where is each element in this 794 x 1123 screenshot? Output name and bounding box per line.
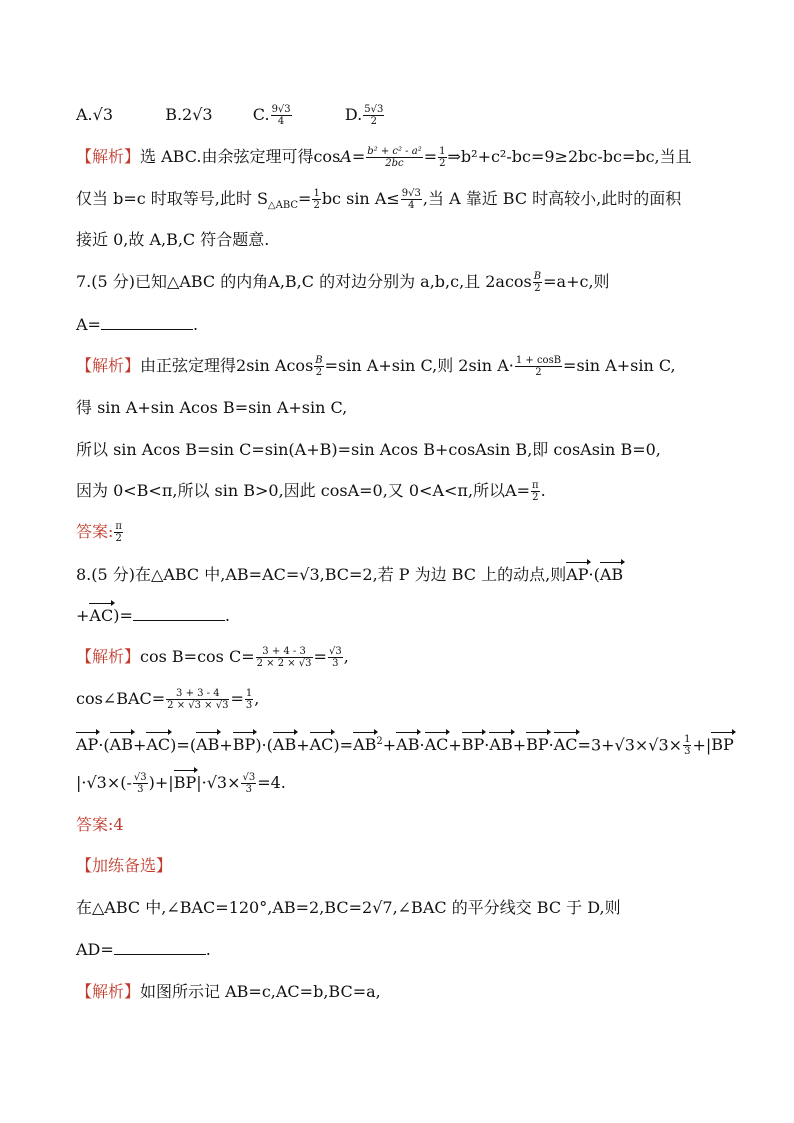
choice-c: C. $\frac{9√3}{4}$ [252, 104, 291, 127]
q7-answer-blank: A= . [76, 315, 199, 334]
q6-analysis-line1: 【解析】选 ABC.由余弦定理可得cosA= $\frac{\text{b² + c² - a²}}{2bc}$ = $\frac{1}{2}$ ⇒b²+c²-bc=9≥2bc-bc=bc,当且 [76, 146, 692, 169]
q7-answer: 答案: $\frac{\pi}{2}$ [76, 521, 122, 544]
choice-d: D. $\frac{5√3}{2}$ [344, 104, 384, 127]
q8-analysis-line3: $AP\cdot(AB+AC)=(AB+BP)\cdot(AB+AC)=AB^2+AB\cdot AC+BP\cdot AB+BP\cdot AC=3+√3\times√3\times$ $\frac{1}{3}$ +|BP [76, 734, 734, 758]
analysis-tag: 【解析】 [76, 356, 141, 375]
choice-b: B.2√3 [165, 105, 213, 124]
q7-stem: 7.(5 分)已知△ABC 的内角A,B,C 的对边分别为 a,b,c,且 2acos $\frac{B}{2}$ =a+c,则 [76, 271, 610, 294]
q8-stem: 8.(5 分)在△ABC 中,AB=AC=√3,BC=2,若 P 为边 BC 上的动点,则AP·(AB [76, 565, 624, 584]
choice-a: A.√3 [76, 105, 114, 124]
blank-line[interactable] [101, 315, 193, 330]
analysis-tag: 【解析】 [76, 147, 141, 166]
blank-line[interactable] [133, 606, 225, 621]
q8-analysis-line2: cos∠BAC= $\frac{3 + 3 - 4}{2 \times √3 \times √3}$ = $\frac{1}{3}$ , [76, 688, 260, 711]
extra-title: 【加练备选】 [76, 856, 173, 875]
extra-stem: 在△ABC 中,∠BAC=120°,AB=2,BC=2√7,∠BAC 的平分线交 BC 于 D,则 [76, 898, 621, 917]
q7-analysis-line4: 因为 0<B<π,所以 sin B>0,因此 cosA=0,又 0<A<π,所以A= $\frac{\pi}{2}$ . [76, 480, 546, 503]
q8-answer: 答案:4 [76, 815, 124, 834]
analysis-tag: 【解析】 [76, 647, 141, 666]
q6-analysis-line3: 接近 0,故 A,B,C 符合题意. [76, 230, 270, 249]
q8-stem-cont: +AC)= . [76, 606, 230, 625]
extra-answer-blank: AD= . [76, 940, 211, 959]
q7-analysis-line1: 【解析】由正弦定理得2sin Acos $\frac{B}{2}$ =sin A+sin C,则 2sin A· $\frac{1 + \cos B}{2}$ =sin A+sin C, [76, 355, 676, 378]
q8-analysis-line4: |·√3×(- $\frac{√3}{3}$ )+|BP|·√3× $\frac{√3}{3}$ =4. [76, 772, 286, 795]
q8-analysis-line1: 【解析】cos B=cos C= $\frac{3 + 4 - 3}{2 \times 2 \times √3}$ = $\frac{√3}{3}$ , [76, 646, 349, 669]
analysis-tag: 【解析】 [76, 982, 141, 1001]
extra-analysis-line1: 【解析】如图所示记 AB=c,AC=b,BC=a, [76, 982, 381, 1001]
q7-analysis-line2: 得 sin A+sin Acos B=sin A+sin C, [76, 398, 348, 417]
q6-choices [76, 104, 385, 127]
blank-line[interactable] [114, 940, 206, 955]
q7-analysis-line3: 所以 sin Acos B=sin C=sin(A+B)=sin Acos B+cosAsin B,即 cosAsin B=0, [76, 440, 661, 459]
q6-analysis-line2: 仅当 b=c 时取等号,此时 $S_{\triangle ABC}=$ $\frac{1}{2}$ bc sin A≤ $\frac{9√3}{4}$ ,当 A 靠近 BC 时高较小,此时的面积 [76, 188, 682, 212]
